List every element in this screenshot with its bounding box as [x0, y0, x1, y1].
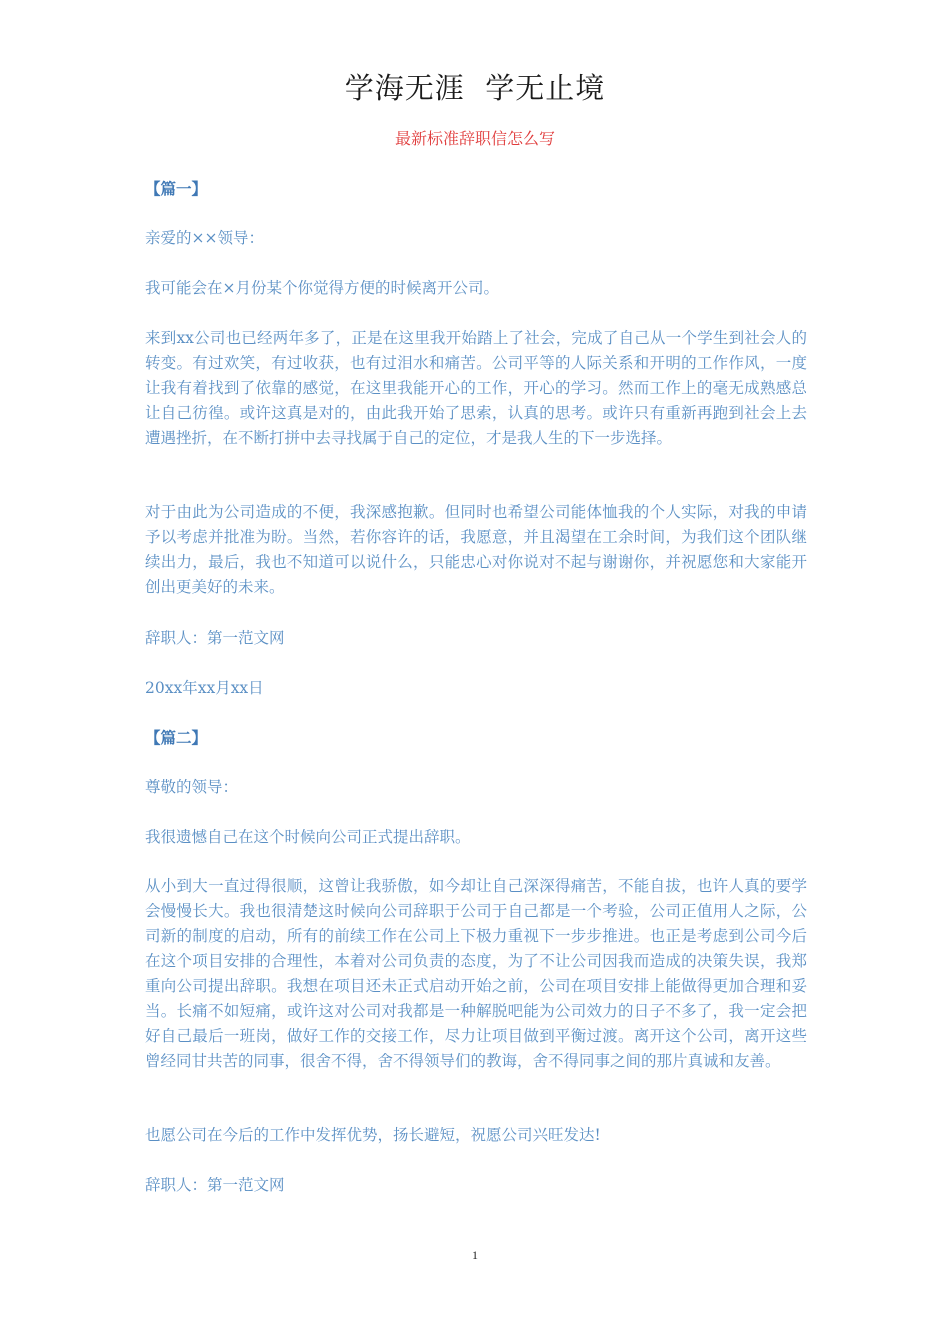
signature-2: 辞职人：第一范文网 — [145, 1176, 285, 1194]
paragraph-2-2: 从小到大一直过得很顺，这曾让我骄傲，如今却让自己深深得痛苦，不能自拔，也许人真的要学会慢慢长大。我也很清楚这时候向公司辞职于公司于自己都是一个考验，公司正值用人之际，公司新的制度的启动，所有的前续工作在公司上下极力重视下一步步推进。也正是考虑到公司今后在这个项目安排的合理性，本着对公司负责的态度，为了不让公司因我而造成的决策失误，我郑重向公司提出辞职。我想在项目还未正式启动开始之前，公司在项目安排上能做得更加合理和妥当。长痛不如短痛，或许这对公司对我都是一种解脱吧能为公司效力的日子不多了，我一定会把好自己最后一班岗，做好工作的交接工作，尽力让项目做到平衡过渡。离开这个公司，离开这些曾经同甘共苦的同事，很舍不得，舍不得领导们的教诲，舍不得同事之间的那片真诚和友善。 — [145, 877, 807, 1070]
paragraph-2-3: 也愿公司在今后的工作中发挥优势，扬长避短，祝愿公司兴旺发达! — [145, 1126, 601, 1144]
document-title: 最新标准辞职信怎么写 — [394, 129, 555, 148]
page-number: 1 — [472, 1248, 478, 1262]
paragraph-2-1: 我很遗憾自己在这个时候向公司正式提出辞职。 — [145, 828, 471, 846]
salutation-2: 尊敬的领导： — [145, 778, 239, 796]
paragraph-1-1: 我可能会在×月份某个你觉得方便的时候离开公司。 — [145, 279, 499, 297]
salutation-1: 亲爱的××领导： — [145, 229, 264, 247]
date-1: 20xx年xx月xx日 — [145, 679, 264, 697]
signature-1: 辞职人：第一范文网 — [145, 629, 285, 647]
section-heading-2: 【篇二】 — [145, 728, 208, 747]
page-header-title: 学海无涯 学无止境 — [344, 71, 606, 105]
paragraph-1-3: 对于由此为公司造成的不便，我深感抱歉。但同时也希望公司能体恤我的个人实际，对我的申请予以考虑并批准为盼。当然，若你容许的话，我愿意，并且渴望在工余时间，为我们这个团队继续出力，最后，我也不知道可以说什么，只能忠心对你说对不起与谢谢你，并祝愿您和大家能开创出更美好的未来。 — [145, 503, 807, 596]
paragraph-1-2: 来到xx公司也已经两年多了，正是在这里我开始踏上了社会，完成了自己从一个学生到社会人的转变。有过欢笑，有过收获，也有过泪水和痛苦。公司平等的人际关系和开明的工作作风，一度让我有着找到了依靠的感觉，在这里我能开心的工作，开心的学习。然而工作上的毫无成熟感总让自己彷徨。或许这真是对的，由此我开始了思索，认真的思考。或许只有重新再跑到社会上去遭遇挫折，在不断打拼中去寻找属于自己的定位，才是我人生的下一步选择。 — [145, 329, 807, 447]
section-heading-1: 【篇一】 — [145, 179, 208, 198]
